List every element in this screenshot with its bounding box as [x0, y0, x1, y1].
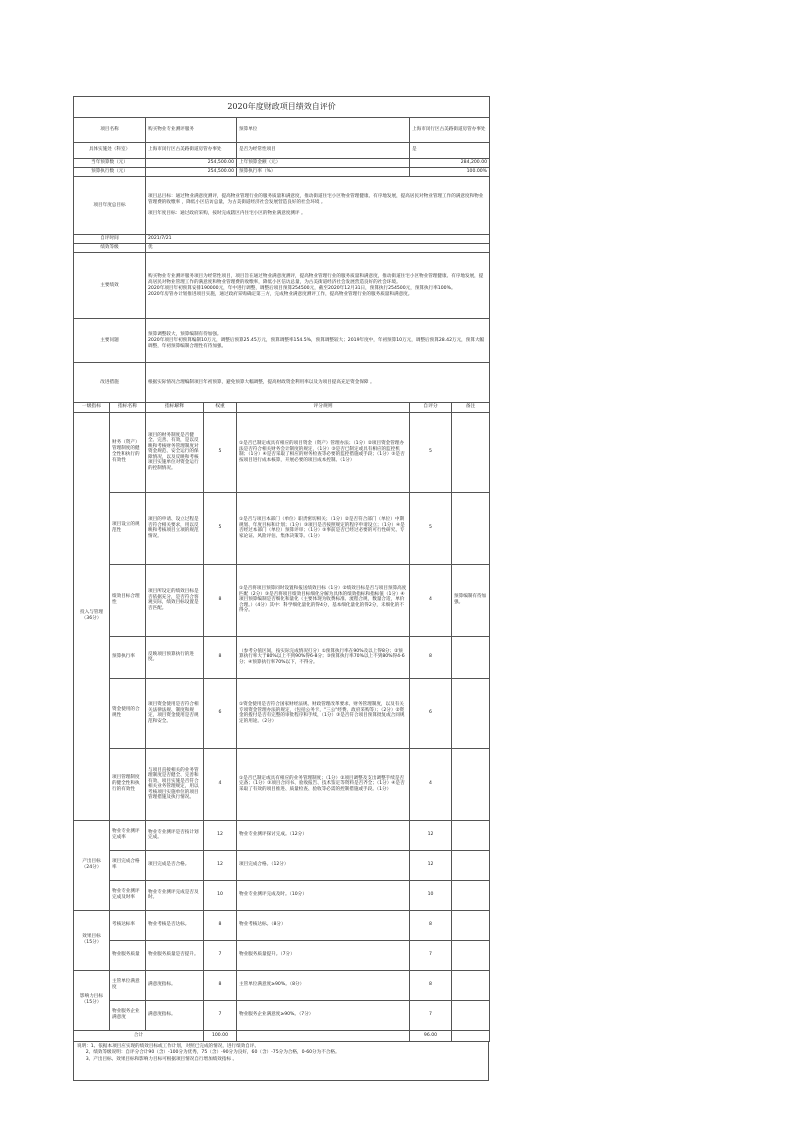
indicator-explanation: 满意度指标。: [146, 1000, 204, 1030]
indicator-explanation: 项目资金使用是否符合相关法律法规、制度和规定，项目资金使用是否规范和安全。: [146, 678, 204, 748]
indicator-note: [452, 970, 490, 1000]
total-note: [452, 1030, 490, 1041]
level1-indicator: 影响力目标 （15分）: [74, 970, 110, 1030]
indicator-row: [74, 820, 490, 850]
indicator-name: 物业服务质量: [110, 940, 146, 970]
level1-indicator: 效果目标 （15分）: [74, 910, 110, 970]
indicator-explanation: 物业考核是否达标。: [146, 910, 204, 940]
evaluation-table: [73, 96, 490, 1042]
self-score: 5: [410, 492, 452, 564]
indicator-name: 项目管理制度的健全性和执行的有效性: [110, 748, 146, 820]
impl-unit-value: 上海市闵行区古美路街道房管办事处: [146, 143, 237, 159]
last-budget-label: 上年预算金额（元）: [237, 159, 410, 168]
self-score: 7: [410, 1000, 452, 1030]
indicator-weight: 8: [204, 970, 237, 1000]
indicator-row: [74, 636, 490, 678]
self-score: 4: [410, 748, 452, 820]
indicator-row: [74, 940, 490, 970]
goals-text: [146, 177, 490, 235]
indicator-row: [74, 970, 490, 1000]
indicator-name: 财务（资产）管理制度的健全性和执行的有效性: [110, 412, 146, 492]
level1-indicator: 投入与管理 （36分）: [74, 412, 110, 820]
goals-annual: 项目年度目标：通过政府采购，按时完成辖区内住宅小区的物业满意度测评 。: [148, 211, 306, 217]
indicator-weight: 5: [204, 492, 237, 564]
indicator-name: 物业专业测评完成率: [110, 820, 146, 850]
indicator-name: 项目完成合格率: [110, 850, 146, 880]
header-note: 备注: [452, 403, 490, 412]
scoring-rule: 物业服务企业满意度≥90%。（7分）: [237, 1000, 410, 1030]
indicator-note: 预算编制有待加强。: [452, 564, 490, 636]
total-score: 96.00: [410, 1030, 452, 1041]
indicator-name: 绩效目标合理性: [110, 564, 146, 636]
budget-unit-label: 预算单位: [237, 118, 410, 143]
indicator-weight: 8: [204, 910, 237, 940]
indicator-explanation: 项目完成是否合格。: [146, 850, 204, 880]
self-score: 5: [410, 412, 452, 492]
scoring-rule: 物业专业测评探讨完成。（12分）: [237, 820, 410, 850]
indicator-note: [452, 636, 490, 678]
indicator-weight: 5: [204, 412, 237, 492]
scoring-rule: 物业考核达标。（8分）: [237, 910, 410, 940]
header-explanation: 指标解释: [146, 403, 204, 412]
indicator-note: [452, 748, 490, 820]
indicator-name: 主管单位满意度: [110, 970, 146, 1000]
indicator-name: 资金使用的合规性: [110, 678, 146, 748]
page-title: 2020年度财政项目绩效自评价: [74, 97, 490, 118]
self-score: 6: [410, 678, 452, 748]
indicator-row: [74, 564, 490, 636]
indicator-header-row: [74, 403, 490, 412]
indicator-note: [452, 492, 490, 564]
self-eval-time-value: 2021/7/21: [146, 235, 490, 244]
indicator-explanation: 物业服务质量是否提升。: [146, 940, 204, 970]
indicator-weight: 8: [204, 564, 237, 636]
indicator-note: [452, 412, 490, 492]
indicator-note: [452, 880, 490, 910]
problems-label: 主要问题: [74, 319, 146, 363]
goals-label: 项目年度总目标: [74, 177, 146, 235]
notes-section: [73, 1042, 489, 1081]
scoring-rule: ①是否已制定或具有相应的业务管理制度；（1分）②项目调整及支出调整手续是否完备；（1分）③项目合同书、验收报告、技术鉴定等资料是否齐全；（1分）④是否采取了有效的项目推进、质量检查、验收等必需的控制措施或手段。（1分）: [237, 748, 410, 820]
total-row: [74, 1030, 490, 1041]
self-score: 8: [410, 636, 452, 678]
indicator-row: [74, 1000, 490, 1030]
achievements-label: 主要绩效: [74, 253, 146, 319]
indicator-row: [74, 910, 490, 940]
last-budget-value: 284,200.00: [410, 159, 490, 168]
indicator-name: 预算执行率: [110, 636, 146, 678]
budget-unit-value: 上海市闵行区古美路街道房管办事处: [410, 118, 490, 143]
scoring-rule: 主管单位满意度≥90%。（8分）: [237, 970, 410, 1000]
indicator-note: [452, 910, 490, 940]
exec-value: 254,500.00: [146, 168, 237, 177]
header-weight: 权重: [204, 403, 237, 412]
recurring-label: 是否为经常性项目: [237, 143, 410, 159]
indicator-note: [452, 820, 490, 850]
impl-unit-label: 具体实施处（科室）: [74, 143, 146, 159]
goals-overall: 项目总目标：通过物业满意度测评，提高物业管理行业的服务质量和满意度，推动街道住宅小区物业管理健康、有序地发展，提高居民对物业管理工作的满意度和物业管理费的收缴率 ，降低小区信访总量，为古美街道经济社会发展营造良好的社会环境 。: [148, 194, 484, 206]
self-score: 12: [410, 850, 452, 880]
indicator-note: [452, 850, 490, 880]
budget-label: 当年预算数（元）: [74, 159, 146, 168]
header-self-score: 自评分: [410, 403, 452, 412]
note-line: 3、产出目标、效果目标和影响力目标可根据项目情况自行增加绩效指标 。: [77, 1056, 238, 1062]
indicator-explanation: 满意度指标。: [146, 970, 204, 1000]
exec-rate-label: 预算执行率（%）: [237, 168, 410, 177]
indicator-weight: 4: [204, 748, 237, 820]
indicator-note: [452, 940, 490, 970]
indicator-row: [74, 748, 490, 820]
self-score: 8: [410, 970, 452, 1000]
indicator-row: [74, 678, 490, 748]
scoring-rule: ①资金使用是否符合国家财经法规、财政管理改革要求、财务管理制度，以及有关专项资金管理办法的规定，（包括公务卡，"三公"经费、政府采购等）；（2分）②资金的拨付是否有完整的审批程序和手续，（1分）③是否符合项目预算批复或合同规定的用途。（2分）: [237, 678, 410, 748]
note-line: 说明：1、依据本项目应实现的绩效目标或工作计划，对照已完成的情况，进行绩效自评。: [77, 1043, 260, 1049]
indicator-weight: 7: [204, 940, 237, 970]
indicator-note: [452, 1000, 490, 1030]
indicator-explanation: 项目的申请、设立过程是否符合相关要求，用以反映和考核项目立项的规范情况。: [146, 492, 204, 564]
evaluation-document: [73, 96, 489, 1081]
exec-label: 预算执行数（元）: [74, 168, 146, 177]
header-indicator-name: 指标名称: [110, 403, 146, 412]
budget-value: 254,500.00: [146, 159, 237, 168]
note-line: 2、绩效等级说明：自评分合计90（含）-100分为优秀，75（含）-90分为良好，60（含）-75分为合格，0-60分为不合格。: [77, 1050, 340, 1056]
indicator-name: 项目设立的规范性: [110, 492, 146, 564]
self-score: 7: [410, 940, 452, 970]
indicator-explanation: 反映项目预算执行的进度。: [146, 636, 204, 678]
indicator-weight: 7: [204, 1000, 237, 1030]
total-weight: 100.00: [204, 1030, 237, 1041]
indicator-note: [452, 678, 490, 748]
indicator-explanation: 项目所设定的绩效目标是否依据充分，是否符合客观实际，绩效目标设置是否匹配。: [146, 564, 204, 636]
indicator-row: [74, 850, 490, 880]
indicator-explanation: 物业专业测评是否按计划完成。: [146, 820, 204, 850]
indicator-row: [74, 492, 490, 564]
scoring-rule: 物业服务质量提升。（7分）: [237, 940, 410, 970]
indicator-weight: 12: [204, 850, 237, 880]
achievements-text: 购买物业专业测评服务项目为经常性项目，项目旨在通过物业满意度测评，提高物业管理行业的服务质量和满意度，推动街道住宅小区物业管理健康、有序地发展，提高居民对物业管理工作的满意度和物业管理费的收缴率，降低小区信访总量，为古美街道经济社会发展营造良好的社会环境。 2020年项目年初预算安排190000元，年中进行调整，调整后项目预算254500元，截至2020年12月31日，预算执行254500元，预算执行率100%。 2020年房管办计划推进项目实施，通过政府采购确定第三方，完成物业满意度测评工作，提高物业管理行业的服务质量和满意度。: [146, 253, 490, 319]
project-name-value: 购买物业专业测评服务: [146, 118, 237, 143]
indicator-weight: 10: [204, 880, 237, 910]
grade-label: 绩效等级: [74, 244, 146, 253]
scoring-rule: （参考分值区间，按实际完成情况打分）①预算执行率在90%及以上得8分；②预算执行率大于80%以上不到90%得6-8分；③预算执行率70%以上不到80%得4-6分；④预算执行率70%以下，不得分。: [237, 636, 410, 678]
indicator-explanation: 物业专业测评完成是否及时。: [146, 880, 204, 910]
indicator-weight: 6: [204, 678, 237, 748]
self-score: 4: [410, 564, 452, 636]
problems-text: 预算调整较大，预算编制有待加强。 2020年项目年初预算编制10万元，调整后预算25.45万元，预算调整率154.5%，预算调整较大；2019年度中，年初预算10万元，调整后预算28.42万元，预算大幅调整，年初预算编制合理性有待加强。: [146, 319, 490, 363]
scoring-rule: ①是否已制定或具有相应的项目资金（资产）管理办法；（1分）②项目资金管理办法是否符合相关财务会计制度的规定，（1分）③是否已制定或具有相应的监控机制；（1分）④是否采取了相应的财务检查等必要的监控措施或手段；（1分）⑤是否按项目进行成本核算，开展必要的项目成本控制。（1分）: [237, 412, 410, 492]
grade-value: 优: [146, 244, 490, 253]
measures-label: 改进措施: [74, 363, 146, 403]
indicator-name: 物业服务企业满意度: [110, 1000, 146, 1030]
total-spacer: [237, 1030, 410, 1041]
header-level1: 一级指标: [74, 403, 110, 412]
exec-rate-value: 100.00%: [410, 168, 490, 177]
indicator-weight: 12: [204, 820, 237, 850]
self-score: 12: [410, 820, 452, 850]
indicator-name: 考核达标率: [110, 910, 146, 940]
self-score: 8: [410, 910, 452, 940]
self-eval-time-label: 自评时间: [74, 235, 146, 244]
scoring-rule: ①是否将项目预算同时设置和报送绩效目标（1分）②绩效目标是否与项目预算高度匹配（2分）③是否将项目绩效目标细化分解为具体的绩效指标和指标值（1分）④项目预算编制是否细化和量化（主要体现为收费标准、流程合规，数量合适，单价合理。）（4分）其中：科学细化量化的得4分，基本细化量化的得2分，未细化的不得分。: [237, 564, 410, 636]
indicator-weight: 8: [204, 636, 237, 678]
indicator-explanation: 与项目直接相关的业务管理制度是否健全、完善和有效，项目实施是否符合相关业务管理规定，用以考核项目实施单位的项目管理措施及执行情况。: [146, 748, 204, 820]
indicator-explanation: 项目的财务制度是否健全、完善、有效，是以反映和考核财务管理制度对资金规范、安全运行的保障情况，以及反映和考核项目实施单位对资金运行的控制情况。: [146, 412, 204, 492]
indicator-name: 物业专业测评完成及时率: [110, 880, 146, 910]
self-score: 10: [410, 880, 452, 910]
scoring-rule: 项目完成合格。（12分）: [237, 850, 410, 880]
level1-indicator: 产出目标 （24分）: [74, 820, 110, 910]
measures-text: 根据实际情况合理编制项目年初预算，避免预算大幅调整，提高财政资金利用率以及为项目提高充足资金保障 。: [146, 363, 490, 403]
project-name-label: 项目名称: [74, 118, 146, 143]
scoring-rule: 物业专业测评完成及时。（10分）: [237, 880, 410, 910]
total-label: 合计: [74, 1030, 204, 1041]
indicator-row: [74, 412, 490, 492]
recurring-value: 是: [410, 143, 490, 159]
scoring-rule: ①是否与项目本部门（单位）职责密切相关；（1分）②是否符合部门（单位）中期规划、年度目标和计划；（1分）③项目是否按照规定的程序申请设立；（1分）④是否经过本部门（单位）预算评审；（1分）⑤事前是否已经过必要的可行性研究、专家论证、风险评估、集体决策等。（1分）: [237, 492, 410, 564]
indicator-row: [74, 880, 490, 910]
header-scoring-rule: 评分规则: [237, 403, 410, 412]
